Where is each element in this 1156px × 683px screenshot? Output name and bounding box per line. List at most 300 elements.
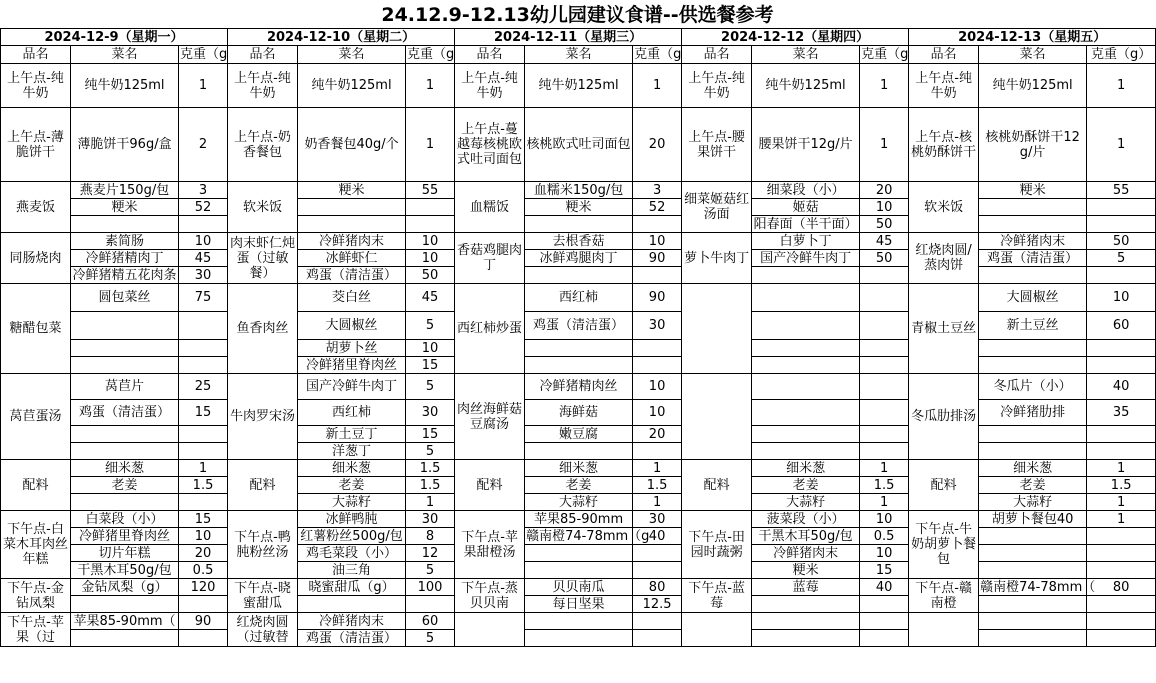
weight-cell: 15: [406, 426, 455, 443]
col-header-item: 品名: [455, 46, 525, 64]
ingredient-cell: 冷鲜猪肉末: [979, 233, 1087, 250]
weight-cell: 10: [860, 511, 909, 528]
table-row: [1, 284, 1156, 312]
ingredient-cell: 干黑木耳50g/包: [71, 562, 179, 579]
weight-cell: 5: [406, 443, 455, 460]
weight-cell: [633, 443, 682, 460]
dish-name-cell: 香菇鸡腿肉丁: [455, 233, 525, 284]
weight-cell: 5: [406, 562, 455, 579]
weight-cell: [406, 199, 455, 216]
weight-cell: 1: [1087, 64, 1156, 108]
ingredient-cell: 薄脆饼干96g/盒: [71, 108, 179, 182]
date-header: 2024-12-9（星期一）: [1, 29, 228, 46]
ingredient-cell: 金钻凤梨（g）: [71, 579, 179, 596]
ingredient-cell: 纯牛奶125ml: [525, 64, 633, 108]
dish-name-cell: 软米饭: [909, 182, 979, 233]
dish-name-cell: 下午点-晓蜜甜瓜: [228, 579, 298, 613]
weight-cell: 10: [406, 340, 455, 357]
weight-cell: 5: [1087, 250, 1156, 267]
ingredient-cell: 鸡蛋（清洁蛋）: [298, 630, 406, 647]
dish-name-cell: 冬瓜肋排汤: [909, 374, 979, 460]
ingredient-cell: [752, 630, 860, 647]
ingredient-cell: 白萝卜丁: [752, 233, 860, 250]
weight-cell: 1: [1087, 460, 1156, 477]
col-header-dish: 菜名: [71, 46, 179, 64]
ingredient-cell: [71, 357, 179, 374]
ingredient-cell: 冷鲜猪肉末: [752, 545, 860, 562]
ingredient-cell: [979, 267, 1087, 284]
table-row: [1, 108, 1156, 182]
ingredient-cell: 白菜段（小）: [71, 511, 179, 528]
ingredient-cell: [979, 216, 1087, 233]
weight-cell: [1087, 596, 1156, 613]
col-header-dish: 菜名: [298, 46, 406, 64]
ingredient-cell: [979, 357, 1087, 374]
weight-cell: [1087, 528, 1156, 545]
dish-name-cell: [455, 613, 525, 647]
ingredient-cell: [298, 216, 406, 233]
ingredient-cell: 晓蜜甜瓜（g）: [298, 579, 406, 596]
weight-cell: [633, 562, 682, 579]
ingredient-cell: 纯牛奶125ml: [979, 64, 1087, 108]
weight-cell: [179, 426, 228, 443]
weight-cell: 1.5: [179, 477, 228, 494]
weight-cell: 5: [406, 630, 455, 647]
table-row: [1, 64, 1156, 108]
ingredient-cell: [525, 267, 633, 284]
ingredient-cell: 蓝莓: [752, 579, 860, 596]
ingredient-cell: 粳米: [71, 199, 179, 216]
weight-cell: [1087, 267, 1156, 284]
weight-cell: [633, 613, 682, 630]
dish-name-cell: 上午点-纯牛奶: [909, 64, 979, 108]
weight-cell: 15: [406, 357, 455, 374]
weight-cell: [633, 630, 682, 647]
weight-cell: 120: [179, 579, 228, 596]
dish-name-cell: 肉丝海鲜菇豆腐汤: [455, 374, 525, 460]
dish-name-cell: 红烧肉圆（过敏替: [228, 613, 298, 647]
ingredient-cell: 细米葱: [298, 460, 406, 477]
col-header-weight: 克重（g: [634, 47, 682, 62]
weight-cell: 20: [179, 545, 228, 562]
menu-table: [0, 28, 1156, 647]
ingredient-cell: 新土豆丝: [979, 312, 1087, 340]
dish-name-cell: 牛肉罗宋汤: [228, 374, 298, 460]
ingredient-cell: 核桃欧式吐司面包: [525, 108, 633, 182]
weight-cell: 10: [860, 545, 909, 562]
ingredient-cell: 老姜: [979, 477, 1087, 494]
dish-name-cell: 上午点-腰果饼干: [682, 108, 752, 182]
weight-cell: 15: [860, 562, 909, 579]
ingredient-cell: 腰果饼干12g/片: [752, 108, 860, 182]
weight-cell: [633, 216, 682, 233]
ingredient-cell: 西红柿: [525, 284, 633, 312]
ingredient-cell: [979, 199, 1087, 216]
dish-name-cell: 上午点-纯牛奶: [455, 64, 525, 108]
col-header-dish: 菜名: [752, 46, 860, 64]
ingredient-cell: 国产冷鲜牛肉丁: [298, 374, 406, 400]
ingredient-cell: [752, 357, 860, 374]
weight-cell: 1.5: [406, 477, 455, 494]
weight-cell: 1: [1087, 494, 1156, 511]
ingredient-cell: [298, 199, 406, 216]
weight-cell: [179, 596, 228, 613]
col-header-weight: 克重（g: [861, 47, 909, 62]
weight-cell: [860, 630, 909, 647]
table-row: [1, 199, 1156, 216]
dish-name-cell: 上午点-薄脆饼干: [1, 108, 71, 182]
weight-cell: [1087, 562, 1156, 579]
table-row: [1, 511, 1156, 528]
weight-cell: [860, 443, 909, 460]
dish-name-cell: 燕麦饭: [1, 182, 71, 233]
dish-name-cell: 鱼香肉丝: [228, 284, 298, 374]
table-row: [1, 562, 1156, 579]
dish-name-cell: 上午点-奶香餐包: [228, 108, 298, 182]
weight-cell: [1087, 545, 1156, 562]
ingredient-cell: [752, 400, 860, 426]
ingredient-cell: 冷鲜猪里脊肉丝: [298, 357, 406, 374]
dish-name-cell: 下午点-苹果甜橙汤: [455, 511, 525, 579]
weight-cell: [1087, 426, 1156, 443]
dish-name-cell: 细菜姬菇红汤面: [682, 182, 752, 233]
weight-cell: 1: [406, 64, 455, 108]
table-row: [1, 460, 1156, 477]
ingredient-cell: 粳米: [525, 199, 633, 216]
dish-name-cell: 下午点-金钻凤梨: [1, 579, 71, 613]
ingredient-cell: [71, 216, 179, 233]
col-header-weight: 克重（g: [180, 47, 228, 62]
dish-name-cell: 下午点-牛奶胡萝卜餐包: [909, 511, 979, 579]
weight-cell: 1: [406, 494, 455, 511]
weight-cell: [860, 596, 909, 613]
weight-cell: 12: [406, 545, 455, 562]
ingredient-cell: [979, 596, 1087, 613]
table-row: [1, 312, 1156, 340]
ingredient-cell: 纯牛奶125ml: [752, 64, 860, 108]
weight-cell: 50: [406, 267, 455, 284]
dish-name-cell: 下午点-苹果（过: [1, 613, 71, 647]
ingredient-cell: [71, 630, 179, 647]
ingredient-cell: [525, 357, 633, 374]
ingredient-cell: 嫩豆腐: [525, 426, 633, 443]
table-row: [1, 545, 1156, 562]
col-header-item: 品名: [909, 46, 979, 64]
ingredient-cell: 苹果85-90mm（: [71, 613, 179, 630]
weight-cell: 1: [860, 460, 909, 477]
weight-cell: 0.5: [179, 562, 228, 579]
ingredient-cell: [979, 528, 1087, 545]
ingredient-cell: 冬瓜片（小）: [979, 374, 1087, 400]
weight-cell: 80: [633, 579, 682, 596]
dish-name-cell: 肉末虾仁炖蛋（过敏餐）: [228, 233, 298, 284]
table-row: [1, 477, 1156, 494]
ingredient-cell: [525, 340, 633, 357]
weight-cell: [860, 400, 909, 426]
weight-cell: 15: [179, 400, 228, 426]
ingredient-cell: 纯牛奶125ml: [71, 64, 179, 108]
weight-cell: 20: [633, 426, 682, 443]
ingredient-cell: 粳米: [979, 182, 1087, 199]
weight-cell: [1087, 216, 1156, 233]
ingredient-cell: [298, 596, 406, 613]
ingredient-cell: 阳春面（半干面）: [753, 216, 858, 232]
ingredient-cell: 老姜: [298, 477, 406, 494]
weight-cell: 3: [633, 182, 682, 199]
weight-cell: 10: [633, 374, 682, 400]
ingredient-cell: 细米葱: [752, 460, 860, 477]
ingredient-cell: [71, 443, 179, 460]
weight-cell: [406, 596, 455, 613]
date-header: 2024-12-10（星期二）: [228, 29, 455, 46]
ingredient-cell: 冷鲜猪精五花肉条: [72, 267, 177, 283]
dish-name-cell: 上午点-纯牛奶: [1, 64, 71, 108]
ingredient-cell: [525, 630, 633, 647]
dish-name-cell: 萝卜牛肉丁: [682, 233, 752, 284]
ingredient-cell: 鸡蛋（清洁蛋）: [979, 250, 1087, 267]
dish-name-cell: [909, 613, 979, 647]
table-row: [1, 494, 1156, 511]
ingredient-cell: 素简肠: [71, 233, 179, 250]
ingredient-cell: 莴苣片: [71, 374, 179, 400]
weight-cell: [860, 357, 909, 374]
col-header-item: 品名: [1, 46, 71, 64]
dish-name-cell: 下午点-赣南橙: [909, 579, 979, 613]
weight-cell: 3: [179, 182, 228, 199]
ingredient-cell: 冰鲜鸡腿肉丁: [525, 250, 633, 267]
ingredient-cell: 大圆椒丝: [979, 284, 1087, 312]
ingredient-cell: 海鲜菇: [525, 400, 633, 426]
weight-cell: 40: [1087, 374, 1156, 400]
ingredient-cell: 细米葱: [525, 460, 633, 477]
ingredient-cell: 老姜: [71, 477, 179, 494]
weight-cell: 50: [860, 216, 909, 233]
table-row: [1, 357, 1156, 374]
ingredient-cell: 胡萝卜餐包40: [979, 511, 1087, 528]
table-row: [1, 528, 1156, 545]
weight-cell: 1: [860, 494, 909, 511]
dish-name-cell: 下午点-蒸贝贝南: [455, 579, 525, 613]
ingredient-cell: [71, 340, 179, 357]
weight-cell: 0.5: [860, 528, 909, 545]
ingredient-cell: [752, 312, 860, 340]
dish-name-cell: 上午点-核桃奶酥饼干: [909, 108, 979, 182]
dish-name-cell: 下午点-白菜木耳肉丝年糕: [1, 511, 71, 579]
table-row: [1, 400, 1156, 426]
ingredient-cell: [525, 545, 633, 562]
weight-cell: 10: [860, 199, 909, 216]
weight-cell: 55: [1087, 182, 1156, 199]
ingredient-cell: [752, 596, 860, 613]
weight-cell: [179, 357, 228, 374]
weight-cell: 30: [633, 312, 682, 340]
dish-name-cell: 下午点-蓝莓: [682, 579, 752, 613]
weight-cell: [1087, 613, 1156, 630]
table-row: [1, 426, 1156, 443]
table-row: [1, 267, 1156, 284]
weight-cell: 45: [860, 233, 909, 250]
ingredient-cell: [71, 426, 179, 443]
weight-cell: 1: [1087, 511, 1156, 528]
dish-name-cell: 下午点-鸭肫粉丝汤: [228, 511, 298, 579]
weight-cell: [860, 374, 909, 400]
ingredient-cell: 新土豆丁: [298, 426, 406, 443]
ingredient-cell: 赣南橙74-78mm（g: [526, 528, 650, 544]
ingredient-cell: [979, 630, 1087, 647]
weight-cell: 1: [179, 64, 228, 108]
table-row: [1, 596, 1156, 613]
col-header-dish: 菜名: [525, 46, 633, 64]
ingredient-cell: [979, 426, 1087, 443]
weight-cell: 10: [633, 400, 682, 426]
ingredient-cell: [525, 216, 633, 233]
ingredient-cell: 国产冷鲜牛肉丁: [752, 250, 860, 267]
weight-cell: [860, 284, 909, 312]
ingredient-cell: 大蒜籽: [979, 494, 1087, 511]
dish-name-cell: 下午点-田园时蔬粥: [682, 511, 752, 579]
weight-cell: 12.5: [633, 596, 682, 613]
ingredient-cell: [525, 443, 633, 460]
ingredient-cell: 冷鲜猪肉末: [298, 613, 406, 630]
dish-name-cell: 血糯饭: [455, 182, 525, 233]
weight-cell: 10: [406, 233, 455, 250]
weight-cell: [860, 312, 909, 340]
weight-cell: 5: [406, 312, 455, 340]
table-row: [1, 579, 1156, 596]
weight-cell: 2: [179, 108, 228, 182]
weight-cell: 1: [406, 108, 455, 182]
weight-cell: 80: [1087, 579, 1156, 596]
ingredient-cell: 菠菜段（小）: [752, 511, 860, 528]
ingredient-cell: 血糯米150g/包: [525, 182, 633, 199]
weight-cell: 50: [1087, 233, 1156, 250]
page-title: 24.12.9-12.13幼儿园建议食谱--供选餐参考: [381, 4, 774, 26]
weight-cell: 25: [179, 374, 228, 400]
weight-cell: [633, 267, 682, 284]
ingredient-cell: 红薯粉丝500g/包: [298, 528, 406, 545]
col-header-weight: 克重（g: [407, 47, 455, 62]
ingredient-cell: 每日坚果: [525, 596, 633, 613]
weight-cell: [633, 340, 682, 357]
dish-name-cell: 莴苣蛋汤: [1, 374, 71, 460]
ingredient-cell: 冷鲜猪里脊肉丝: [71, 528, 179, 545]
col-header-item: 品名: [682, 46, 752, 64]
ingredient-cell: [71, 494, 179, 511]
weight-cell: 5: [406, 374, 455, 400]
dish-name-cell: 软米饭: [228, 182, 298, 233]
ingredient-cell: 切片年糕: [71, 545, 179, 562]
weight-cell: 1.5: [633, 477, 682, 494]
table-row: [1, 250, 1156, 267]
weight-cell: 90: [179, 613, 228, 630]
weight-cell: 1: [633, 494, 682, 511]
weight-cell: 15: [179, 511, 228, 528]
weight-cell: 40: [860, 579, 909, 596]
ingredient-cell: 大蒜籽: [298, 494, 406, 511]
date-header: 2024-12-13（星期五）: [909, 29, 1156, 46]
ingredient-cell: 细米葱: [979, 460, 1087, 477]
weight-cell: [179, 630, 228, 647]
ingredient-cell: 大蒜籽: [525, 494, 633, 511]
weight-cell: [633, 545, 682, 562]
table-row: [1, 340, 1156, 357]
weight-cell: 52: [179, 199, 228, 216]
table-row: [1, 182, 1156, 199]
col-header-dish: 菜名: [979, 46, 1087, 64]
weight-cell: [633, 357, 682, 374]
weight-cell: 55: [406, 182, 455, 199]
ingredient-cell: [752, 426, 860, 443]
weight-cell: 10: [633, 233, 682, 250]
ingredient-cell: 核桃奶酥饼干12g/片: [979, 108, 1087, 182]
dish-name-cell: 配料: [909, 460, 979, 511]
weight-cell: [179, 312, 228, 340]
weight-cell: 1: [179, 460, 228, 477]
weight-cell: 100: [406, 579, 455, 596]
ingredient-cell: 粳米: [752, 562, 860, 579]
dish-name-cell: 红烧肉圆/蒸肉饼: [909, 233, 979, 284]
weight-cell: [1087, 357, 1156, 374]
ingredient-cell: 赣南橙74-78mm（: [980, 579, 1096, 595]
dish-name-cell: 配料: [1, 460, 71, 511]
weight-cell: 20: [633, 108, 682, 182]
ingredient-cell: [752, 374, 860, 400]
weight-cell: 30: [406, 400, 455, 426]
weight-cell: [860, 340, 909, 357]
ingredient-cell: 冷鲜猪精肉丝: [525, 374, 633, 400]
weight-cell: 30: [633, 511, 682, 528]
date-header: 2024-12-12（星期四）: [682, 29, 909, 46]
ingredient-cell: 冷鲜猪肉末: [298, 233, 406, 250]
weight-cell: [1087, 443, 1156, 460]
dish-name-cell: 配料: [228, 460, 298, 511]
dish-name-cell: [682, 374, 752, 460]
weight-cell: 8: [406, 528, 455, 545]
dish-name-cell: 糖醋包菜: [1, 284, 71, 374]
ingredient-cell: 细菜段（小）: [752, 182, 860, 199]
ingredient-cell: 老姜: [525, 477, 633, 494]
weight-cell: [860, 613, 909, 630]
weight-cell: [860, 267, 909, 284]
ingredient-cell: 纯牛奶125ml: [298, 64, 406, 108]
ingredient-cell: [525, 562, 633, 579]
ingredient-cell: 冰鲜鸭肫: [298, 511, 406, 528]
ingredient-cell: [71, 596, 179, 613]
weight-cell: [1087, 199, 1156, 216]
weight-cell: 45: [406, 284, 455, 312]
dish-name-cell: 青椒土豆丝: [909, 284, 979, 374]
weight-cell: 1: [860, 108, 909, 182]
ingredient-cell: [71, 312, 179, 340]
weight-cell: 10: [179, 528, 228, 545]
weight-cell: 35: [1087, 400, 1156, 426]
ingredient-cell: [752, 340, 860, 357]
weight-cell: 60: [1087, 312, 1156, 340]
ingredient-cell: 奶香餐包40g/个: [298, 108, 406, 182]
ingredient-cell: 燕麦片150g/包: [71, 182, 179, 199]
ingredient-cell: 鸡蛋（清洁蛋）: [71, 400, 179, 426]
ingredient-cell: [979, 562, 1087, 579]
table-row: [1, 216, 1156, 233]
col-header-item: 品名: [228, 46, 298, 64]
weight-cell: 1: [633, 64, 682, 108]
weight-cell: 40: [633, 528, 682, 545]
weight-cell: [1087, 340, 1156, 357]
dish-name-cell: 上午点-纯牛奶: [682, 64, 752, 108]
col-header-weight: 克重（g）: [1087, 46, 1156, 64]
weight-cell: 1: [860, 64, 909, 108]
weight-cell: 50: [860, 250, 909, 267]
